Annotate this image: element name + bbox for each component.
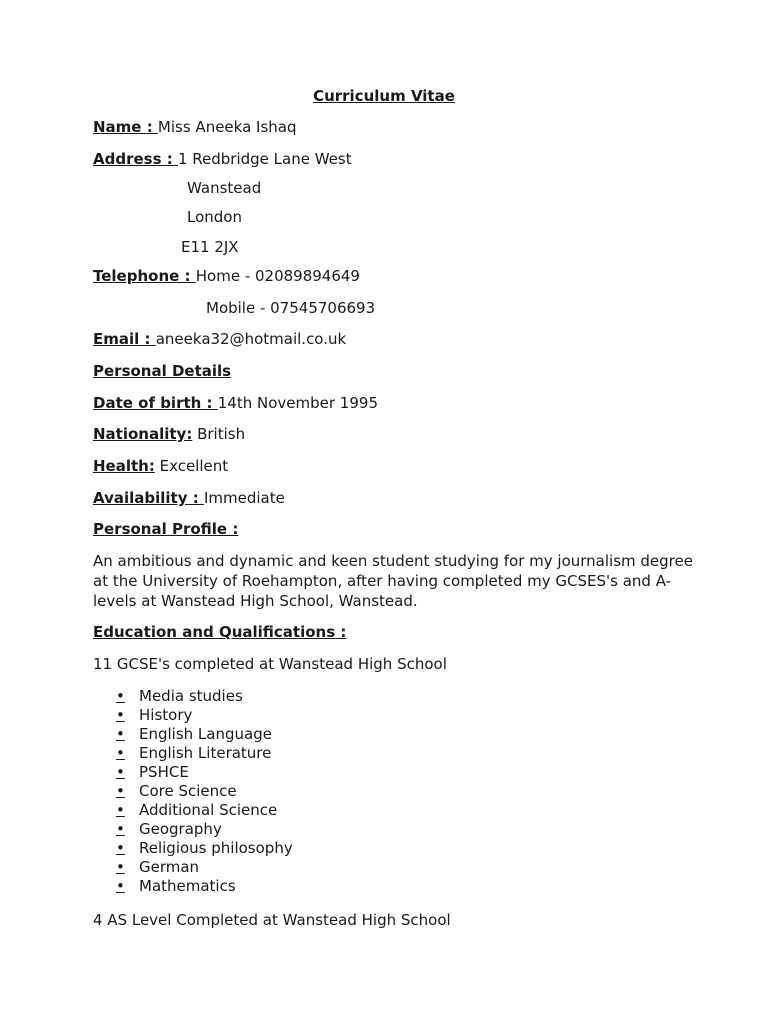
- bullet-icon: •: [116, 744, 125, 762]
- subject-label: English Literature: [139, 744, 272, 762]
- as-level-intro: 4 AS Level Completed at Wanstead High School: [93, 911, 451, 929]
- name-value: Miss Aneeka Ishaq: [157, 118, 297, 136]
- availability-row: [93, 488, 285, 508]
- list-item: [116, 744, 293, 763]
- name-label: Name :: [93, 118, 158, 136]
- availability-value: Immediate: [203, 489, 285, 507]
- list-item: [116, 820, 293, 839]
- dob-value: 14th November 1995: [217, 394, 378, 412]
- health-value: Excellent: [154, 457, 229, 475]
- bullet-icon: •: [116, 782, 125, 800]
- address-line-2: Wanstead: [187, 179, 262, 197]
- bullet-icon: •: [116, 839, 125, 857]
- subject-label: Media studies: [139, 687, 243, 705]
- name-row: [93, 117, 297, 137]
- email-label: Email :: [93, 330, 156, 348]
- list-item: [116, 725, 293, 744]
- list-item: [116, 763, 293, 782]
- subject-label: PSHCE: [139, 763, 189, 781]
- subject-label: Geography: [139, 820, 222, 838]
- personal-details-heading: Personal Details: [93, 362, 232, 380]
- gcse-subject-list: [116, 687, 293, 896]
- dob-label: Date of birth :: [93, 394, 218, 412]
- nationality-value: British: [192, 425, 246, 443]
- subject-label: English Language: [139, 725, 272, 743]
- telephone-label: Telephone :: [93, 267, 196, 285]
- address-line-4: E11 2JX: [181, 238, 239, 256]
- education-heading: Education and Qualifications :: [93, 623, 347, 641]
- bullet-icon: •: [116, 858, 125, 876]
- subject-label: Mathematics: [139, 877, 236, 895]
- address-label: Address :: [93, 150, 178, 168]
- list-item: [116, 858, 293, 877]
- subject-label: History: [139, 706, 193, 724]
- bullet-icon: •: [116, 763, 125, 781]
- email-value: aneeka32@hotmail.co.uk: [155, 330, 347, 348]
- address-row: [93, 149, 352, 169]
- bullet-icon: •: [116, 801, 125, 819]
- telephone-home: Home - 02089894649: [195, 267, 360, 285]
- email-row: [93, 329, 346, 349]
- subject-label: German: [139, 858, 200, 876]
- list-item: [116, 877, 293, 896]
- list-item: [116, 801, 293, 820]
- bullet-icon: •: [116, 687, 125, 705]
- document-title: Curriculum Vitae: [313, 87, 455, 105]
- nationality-row: [93, 424, 245, 444]
- address-line-3: London: [187, 208, 242, 226]
- telephone-mobile: Mobile - 07545706693: [206, 299, 376, 317]
- dob-row: [93, 393, 378, 413]
- list-item: [116, 687, 293, 706]
- health-row: [93, 456, 228, 476]
- subject-label: Religious philosophy: [139, 839, 293, 857]
- bullet-icon: •: [116, 877, 125, 895]
- telephone-row: [93, 266, 360, 286]
- subject-label: Additional Science: [139, 801, 278, 819]
- availability-label: Availability :: [93, 489, 204, 507]
- health-label: Health:: [93, 457, 155, 475]
- address-line-1: 1 Redbridge Lane West: [177, 150, 352, 168]
- list-item: [116, 782, 293, 801]
- bullet-icon: •: [116, 706, 125, 724]
- list-item: [116, 706, 293, 725]
- nationality-label: Nationality:: [93, 425, 193, 443]
- personal-profile-text: An ambitious and dynamic and keen student studying for my journalism degree at the University of Roehampton, after having completed my GCSES's and A-levels at Wanstead High School, Wanstead.: [93, 552, 693, 610]
- gcse-intro: 11 GCSE's completed at Wanstead High School: [93, 655, 447, 673]
- personal-profile-heading: Personal Profile :: [93, 520, 239, 538]
- list-item: [116, 839, 293, 858]
- subject-label: Core Science: [139, 782, 237, 800]
- bullet-icon: •: [116, 820, 125, 838]
- bullet-icon: •: [116, 725, 125, 743]
